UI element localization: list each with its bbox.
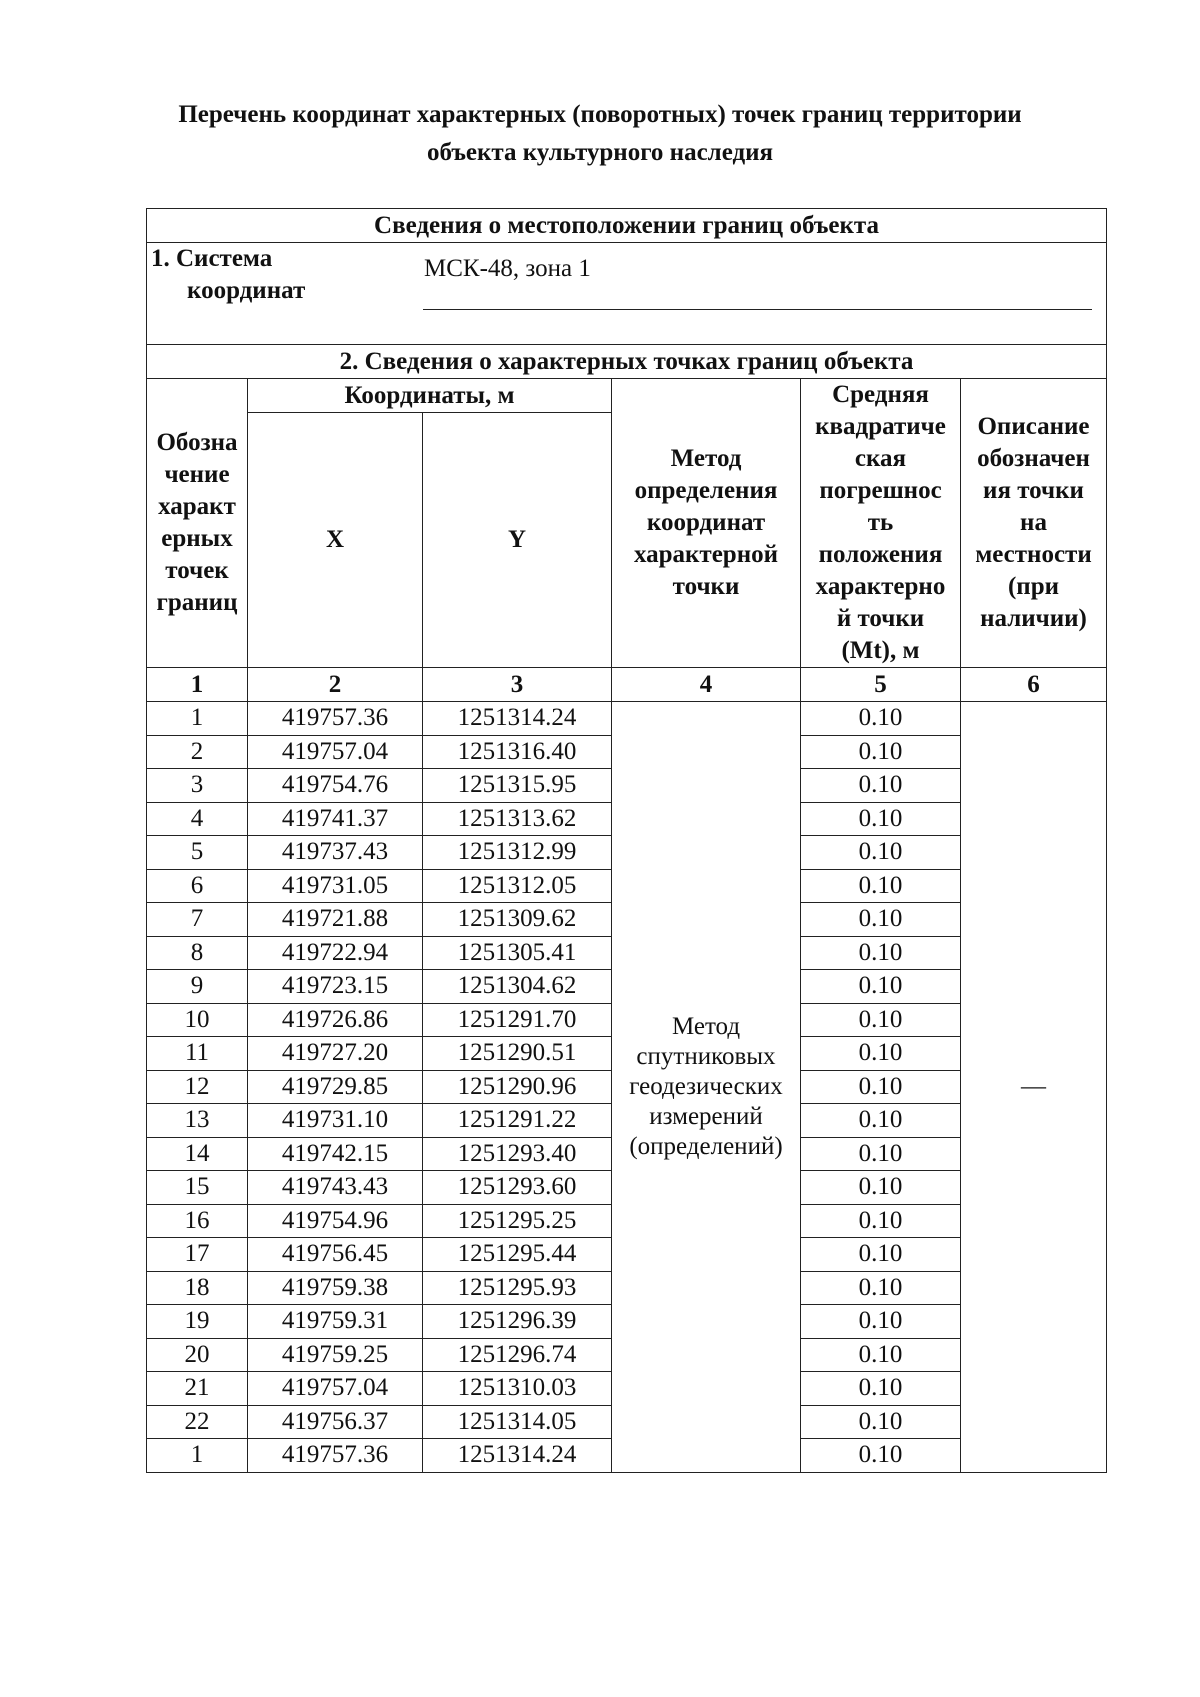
point-y: 1251316.40: [423, 735, 612, 769]
point-accuracy: 0.10: [801, 1204, 961, 1238]
point-x: 419727.20: [248, 1037, 423, 1071]
point-x: 419759.38: [248, 1271, 423, 1305]
point-accuracy: 0.10: [801, 1171, 961, 1205]
point-x: 419731.10: [248, 1104, 423, 1138]
point-accuracy: 0.10: [801, 869, 961, 903]
point-accuracy: 0.10: [801, 1137, 961, 1171]
point-designation: 2: [147, 735, 248, 769]
point-designation: 19: [147, 1305, 248, 1339]
point-designation: 18: [147, 1271, 248, 1305]
point-designation: 1: [147, 1439, 248, 1473]
coordinate-system-label: 1. Система координат: [151, 245, 306, 304]
point-y: 1251295.93: [423, 1271, 612, 1305]
point-y: 1251304.62: [423, 970, 612, 1004]
point-x: 419742.15: [248, 1137, 423, 1171]
point-designation: 17: [147, 1238, 248, 1272]
point-accuracy: 0.10: [801, 735, 961, 769]
point-accuracy: 0.10: [801, 836, 961, 870]
point-designation: 14: [147, 1137, 248, 1171]
point-designation: 16: [147, 1204, 248, 1238]
point-designation: 22: [147, 1405, 248, 1439]
point-x: 419759.25: [248, 1338, 423, 1372]
point-y: 1251314.24: [423, 702, 612, 736]
point-designation: 9: [147, 970, 248, 1004]
point-y: 1251296.39: [423, 1305, 612, 1339]
point-y: 1251291.22: [423, 1104, 612, 1138]
point-designation: 4: [147, 802, 248, 836]
header-coordinates: Координаты, м: [248, 379, 612, 413]
point-accuracy: 0.10: [801, 936, 961, 970]
point-y: 1251291.70: [423, 1003, 612, 1037]
point-x: 419757.04: [248, 1372, 423, 1406]
point-x: 419757.36: [248, 1439, 423, 1473]
point-designation: 5: [147, 836, 248, 870]
point-x: 419756.37: [248, 1405, 423, 1439]
point-accuracy: 0.10: [801, 970, 961, 1004]
point-designation: 12: [147, 1070, 248, 1104]
point-x: 419741.37: [248, 802, 423, 836]
point-accuracy: 0.10: [801, 702, 961, 736]
point-x: 419759.31: [248, 1305, 423, 1339]
point-designation: 11: [147, 1037, 248, 1071]
column-number-4: 4: [612, 668, 801, 702]
point-accuracy: 0.10: [801, 1372, 961, 1406]
header-description: Описание обозначен ия точки на местности (при наличии): [961, 379, 1107, 668]
column-number-5: 5: [801, 668, 961, 702]
document-title-line-1: Перечень координат характерных (поворотных) точек границ территории: [178, 101, 1022, 128]
point-accuracy: 0.10: [801, 1104, 961, 1138]
point-accuracy: 0.10: [801, 1037, 961, 1071]
point-x: 419743.43: [248, 1171, 423, 1205]
point-accuracy: 0.10: [801, 1305, 961, 1339]
point-designation: 7: [147, 903, 248, 937]
point-x: 419754.76: [248, 769, 423, 803]
point-y: 1251305.41: [423, 936, 612, 970]
point-x: 419729.85: [248, 1070, 423, 1104]
column-number-3: 3: [423, 668, 612, 702]
point-designation: 1: [147, 702, 248, 736]
point-accuracy: 0.10: [801, 1003, 961, 1037]
point-y: 1251314.05: [423, 1405, 612, 1439]
point-y: 1251295.44: [423, 1238, 612, 1272]
point-y: 1251312.05: [423, 869, 612, 903]
coordinate-system-value: МСК-48, зона 1: [424, 255, 591, 282]
header-y: Y: [423, 413, 612, 668]
point-designation: 6: [147, 869, 248, 903]
point-designation: 15: [147, 1171, 248, 1205]
table-row: [147, 702, 1107, 736]
point-accuracy: 0.10: [801, 903, 961, 937]
point-y: 1251314.24: [423, 1439, 612, 1473]
point-y: 1251309.62: [423, 903, 612, 937]
point-designation: 21: [147, 1372, 248, 1406]
point-x: 419722.94: [248, 936, 423, 970]
column-number-2: 2: [248, 668, 423, 702]
point-designation: 8: [147, 936, 248, 970]
point-accuracy: 0.10: [801, 769, 961, 803]
point-y: 1251293.40: [423, 1137, 612, 1171]
point-designation: 13: [147, 1104, 248, 1138]
column-number-6: 6: [961, 668, 1107, 702]
point-accuracy: 0.10: [801, 802, 961, 836]
point-y: 1251312.99: [423, 836, 612, 870]
point-x: 419756.45: [248, 1238, 423, 1272]
point-accuracy: 0.10: [801, 1238, 961, 1272]
point-y: 1251313.62: [423, 802, 612, 836]
point-y: 1251315.95: [423, 769, 612, 803]
coordinate-system-underline: [423, 309, 1092, 310]
point-designation: 3: [147, 769, 248, 803]
location-section-title: Сведения о местоположении границ объекта: [147, 209, 1107, 243]
method-value: Метод спутниковых геодезических измерений (определений): [612, 702, 801, 1473]
point-x: 419737.43: [248, 836, 423, 870]
point-y: 1251296.74: [423, 1338, 612, 1372]
point-x: 419731.05: [248, 869, 423, 903]
point-y: 1251310.03: [423, 1372, 612, 1406]
point-x: 419726.86: [248, 1003, 423, 1037]
document-title-line-2: объекта культурного наследия: [426, 139, 774, 166]
point-x: 419757.04: [248, 735, 423, 769]
point-accuracy: 0.10: [801, 1338, 961, 1372]
point-y: 1251290.51: [423, 1037, 612, 1071]
point-designation: 10: [147, 1003, 248, 1037]
point-y: 1251290.96: [423, 1070, 612, 1104]
point-accuracy: 0.10: [801, 1070, 961, 1104]
point-y: 1251295.25: [423, 1204, 612, 1238]
point-accuracy: 0.10: [801, 1405, 961, 1439]
header-x: X: [248, 413, 423, 668]
header-accuracy: Средняя квадратиче ская погрешнос ть положения характерно й точки (Mt), м: [801, 379, 961, 668]
column-number-1: 1: [147, 668, 248, 702]
coordinate-system-row: [147, 243, 1107, 345]
point-accuracy: 0.10: [801, 1271, 961, 1305]
description-value: —: [961, 702, 1107, 1473]
coordinates-table: [146, 208, 1107, 1473]
header-method: Метод определения координат характерной точки: [612, 379, 801, 668]
point-y: 1251293.60: [423, 1171, 612, 1205]
point-x: 419721.88: [248, 903, 423, 937]
header-designation: Обозна чение характ ерных точек границ: [147, 379, 248, 668]
point-designation: 20: [147, 1338, 248, 1372]
point-x: 419757.36: [248, 702, 423, 736]
point-accuracy: 0.10: [801, 1439, 961, 1473]
point-x: 419723.15: [248, 970, 423, 1004]
points-section-title: 2. Сведения о характерных точках границ объекта: [147, 345, 1107, 379]
document-title: [0, 96, 1200, 172]
point-x: 419754.96: [248, 1204, 423, 1238]
